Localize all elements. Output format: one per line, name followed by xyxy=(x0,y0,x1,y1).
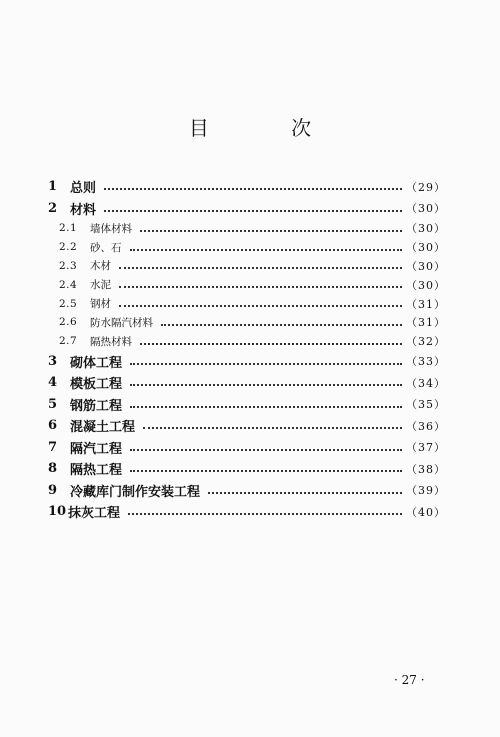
toc-leader-dots xyxy=(130,448,402,451)
toc-leader-dots xyxy=(130,469,402,472)
toc-entry-page: （36） xyxy=(406,419,446,433)
toc-entry-page: （30） xyxy=(406,278,446,292)
toc-leader-dots xyxy=(208,491,402,494)
toc-entry-label: 隔热工程 xyxy=(70,463,123,479)
toc-leader-dots xyxy=(104,187,402,190)
toc-entry-page: （35） xyxy=(406,398,446,412)
toc-entry-number: 7 xyxy=(48,439,58,455)
toc-entry-number: 2.4 xyxy=(59,278,78,291)
toc-entry-label: 隔热材料 xyxy=(90,335,132,348)
toc-subentry[interactable] xyxy=(48,257,446,276)
toc-leader-dots xyxy=(140,229,402,232)
toc-entry-label: 墙体材料 xyxy=(90,222,132,235)
toc-subentry[interactable] xyxy=(48,332,446,351)
toc-entry-page: （39） xyxy=(406,484,446,498)
toc-entry-number: 4 xyxy=(48,375,58,391)
toc-entry[interactable] xyxy=(48,415,446,437)
toc-leader-dots xyxy=(130,383,402,386)
toc-leader-dots xyxy=(130,248,403,251)
toc-subentry[interactable] xyxy=(48,294,446,313)
toc-entry-page: （31） xyxy=(406,297,446,311)
toc-entry-label: 木材 xyxy=(90,260,111,273)
toc-subentry[interactable] xyxy=(48,238,446,257)
toc-entry-page: （29） xyxy=(406,180,446,194)
toc-entry-number: 8 xyxy=(48,461,58,477)
toc-entry-page: （30） xyxy=(406,222,446,236)
toc-entry-label: 砌体工程 xyxy=(70,355,123,371)
toc-subentry[interactable] xyxy=(48,313,446,332)
toc-entry-number: 2.3 xyxy=(59,259,78,272)
toc-entry-number: 9 xyxy=(48,482,58,498)
toc-entry[interactable] xyxy=(48,458,446,480)
toc-entry-number: 10 xyxy=(48,504,67,520)
toc-leader-dots xyxy=(161,323,402,326)
toc-leader-dots xyxy=(104,209,402,212)
toc-entry-label: 水泥 xyxy=(90,279,111,292)
toc-entry-page: （37） xyxy=(406,441,446,455)
toc-entry-number: 1 xyxy=(48,179,58,195)
toc-entry-label: 隔汽工程 xyxy=(70,441,123,457)
toc-entry-page: （33） xyxy=(406,355,446,369)
table-of-contents xyxy=(48,176,446,523)
toc-entry[interactable] xyxy=(48,198,446,220)
toc-entry[interactable] xyxy=(48,176,446,198)
toc-entry-page: （31） xyxy=(406,316,446,330)
page-number: · 27 · xyxy=(394,673,425,687)
toc-leader-dots xyxy=(119,304,402,307)
toc-entry-label: 抹灰工程 xyxy=(68,506,121,522)
page-title: 目 次 xyxy=(188,116,350,140)
toc-leader-dots xyxy=(130,362,402,365)
toc-entry-page: （34） xyxy=(406,376,446,390)
toc-leader-dots xyxy=(143,426,402,429)
toc-entry-label: 砂、石 xyxy=(90,241,122,254)
toc-entry-page: （30） xyxy=(406,202,446,216)
toc-entry-number: 6 xyxy=(48,418,58,434)
toc-leader-dots xyxy=(130,405,402,408)
toc-leader-dots xyxy=(119,285,402,288)
toc-entry[interactable] xyxy=(48,437,446,459)
toc-entry-number: 3 xyxy=(48,353,58,369)
toc-entry[interactable] xyxy=(48,351,446,373)
toc-entry-number: 2.1 xyxy=(59,222,78,235)
toc-entry-label: 材料 xyxy=(70,202,97,218)
toc-entry-label: 模板工程 xyxy=(70,377,123,393)
toc-leader-dots xyxy=(119,266,402,269)
toc-entry-page: （40） xyxy=(406,505,446,519)
toc-entry-label: 冷藏库门制作安装工程 xyxy=(70,484,201,500)
toc-entry-label: 混凝土工程 xyxy=(70,420,136,436)
toc-entry-label: 钢材 xyxy=(90,298,111,311)
toc-entry[interactable] xyxy=(48,501,446,523)
toc-entry-page: （30） xyxy=(406,259,446,273)
toc-entry-page: （32） xyxy=(406,335,446,349)
toc-entry-page: （30） xyxy=(406,241,446,255)
toc-entry-number: 5 xyxy=(48,396,58,412)
toc-entry-number: 2.7 xyxy=(59,335,78,348)
toc-entry-number: 2.2 xyxy=(59,241,78,254)
toc-subentry[interactable] xyxy=(48,275,446,294)
toc-entry-label: 防水隔汽材料 xyxy=(90,316,153,329)
toc-entry[interactable] xyxy=(48,480,446,502)
toc-entry-number: 2.6 xyxy=(59,316,78,329)
toc-leader-dots xyxy=(140,342,402,345)
toc-leader-dots xyxy=(128,512,402,515)
toc-entry[interactable] xyxy=(48,372,446,394)
toc-entry[interactable] xyxy=(48,394,446,416)
toc-entry-label: 钢筋工程 xyxy=(70,398,123,414)
toc-entry-number: 2 xyxy=(48,200,58,216)
toc-entry-page: （38） xyxy=(406,462,446,476)
toc-subentry[interactable] xyxy=(48,219,446,238)
toc-entry-number: 2.5 xyxy=(59,297,78,310)
toc-entry-label: 总则 xyxy=(70,181,97,197)
